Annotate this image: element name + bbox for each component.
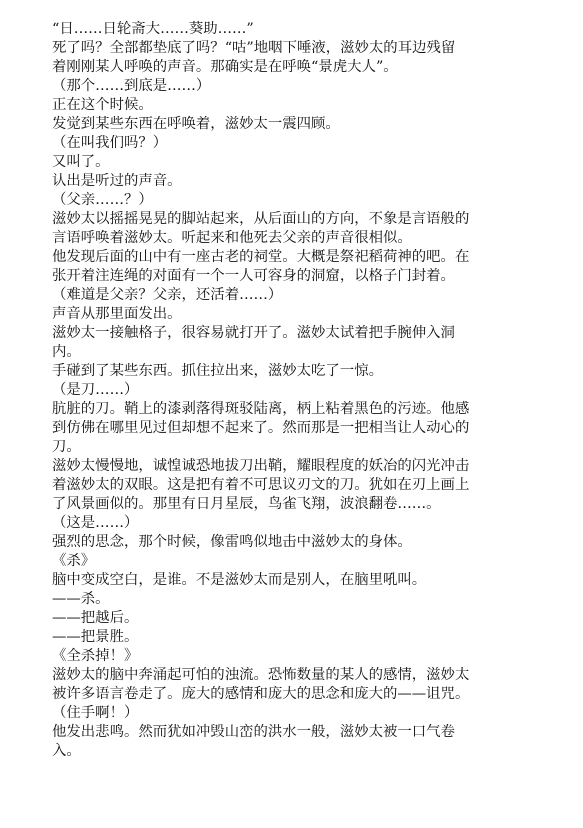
- text-line: 滋妙太的脑中奔涌起可怕的浊流。恐怖数量的某人的感情，滋妙太: [52, 667, 470, 683]
- text-line: （是刀……）: [52, 382, 139, 398]
- text-line: 到仿佛在哪里见过但却想不起来了。然而那是一把相当让人动心的: [52, 420, 470, 436]
- text-line: 肮脏的刀。鞘上的漆剥落得斑驳陆离，柄上粘着黑色的污迹。他感: [52, 401, 470, 417]
- text-line: 滋妙太慢慢地，诚惶诚恐地拔刀出鞘，耀眼程度的妖冶的闪光冲击: [52, 458, 470, 474]
- text-line: ——杀。: [52, 591, 110, 607]
- text-line: 入。: [52, 743, 81, 759]
- text-line: 滋妙太一接触格子，很容易就打开了。滋妙太试着把手腕伸入洞: [52, 325, 455, 341]
- text-line: 认出是听过的声音。: [52, 173, 182, 189]
- text-line: 内。: [52, 344, 81, 360]
- text-line: （那个……到底是……）: [52, 78, 211, 94]
- text-line: 脑中变成空白，是谁。不是滋妙太而是别人，在脑里吼叫。: [52, 572, 427, 588]
- text-line: 张开着注连绳的对面有一个一人可容身的洞窟，以格子门封着。: [52, 268, 455, 284]
- text-line: 声音从那里面发出。: [52, 306, 182, 322]
- text-line: 着滋妙太的双眼。这是把有着不可思议刃文的刀。犹如在刃上画上: [52, 477, 470, 493]
- text-line: 他发现后面的山中有一座古老的祠堂。大概是祭祀稻荷神的吧。在: [52, 249, 470, 265]
- text-line: （住手啊！）: [52, 705, 139, 721]
- text-line: 强烈的思念，那个时候，像雷鸣似地击中滋妙太的身体。: [52, 534, 412, 550]
- text-line: 《全杀掉！》: [52, 648, 139, 664]
- text-line: 刀。: [52, 439, 81, 455]
- text-line: 他发出悲鸣。然而犹如冲毁山峦的洪水一般，滋妙太被一口气卷: [52, 724, 455, 740]
- text-line: 滋妙太以摇摇晃晃的脚站起来，从后面山的方向，不象是言语般的: [52, 211, 470, 227]
- text-line: 《杀》: [52, 553, 96, 569]
- text-line: （这是……）: [52, 515, 139, 531]
- text-line: 被许多语言卷走了。庞大的感情和庞大的思念和庞大的——诅咒。: [52, 686, 470, 702]
- text-line: 又叫了。: [52, 154, 110, 170]
- text-line: （在叫我们吗？）: [52, 135, 168, 151]
- text-line: （难道是父亲？父亲，还活着……）: [52, 287, 283, 303]
- text-line: “日……日轮斋大……葵助……”: [52, 21, 254, 37]
- text-line: 言语呼唤着滋妙太。听起来和他死去父亲的声音很相似。: [52, 230, 412, 246]
- text-line: 死了吗？全部都垫底了吗？“咕”地咽下唾液，滋妙太的耳边残留: [52, 40, 456, 56]
- text-line: 发觉到某些东西在呼唤着，滋妙太一震四顾。: [52, 116, 340, 132]
- text-line: （父亲……？）: [52, 192, 153, 208]
- text-line: 手碰到了某些东西。抓住拉出来，滋妙太吃了一惊。: [52, 363, 383, 379]
- text-line: ——把越后。: [52, 610, 139, 626]
- text-line: ——把景胜。: [52, 629, 139, 645]
- text-line: 着刚刚某人呼唤的声音。那确实是在呼唤“景虎大人”。: [52, 59, 398, 75]
- text-line: 了风景画似的。那里有日月星辰，鸟雀飞翔，波浪翻卷……。: [52, 496, 441, 512]
- text-line: 正在这个时候。: [52, 97, 153, 113]
